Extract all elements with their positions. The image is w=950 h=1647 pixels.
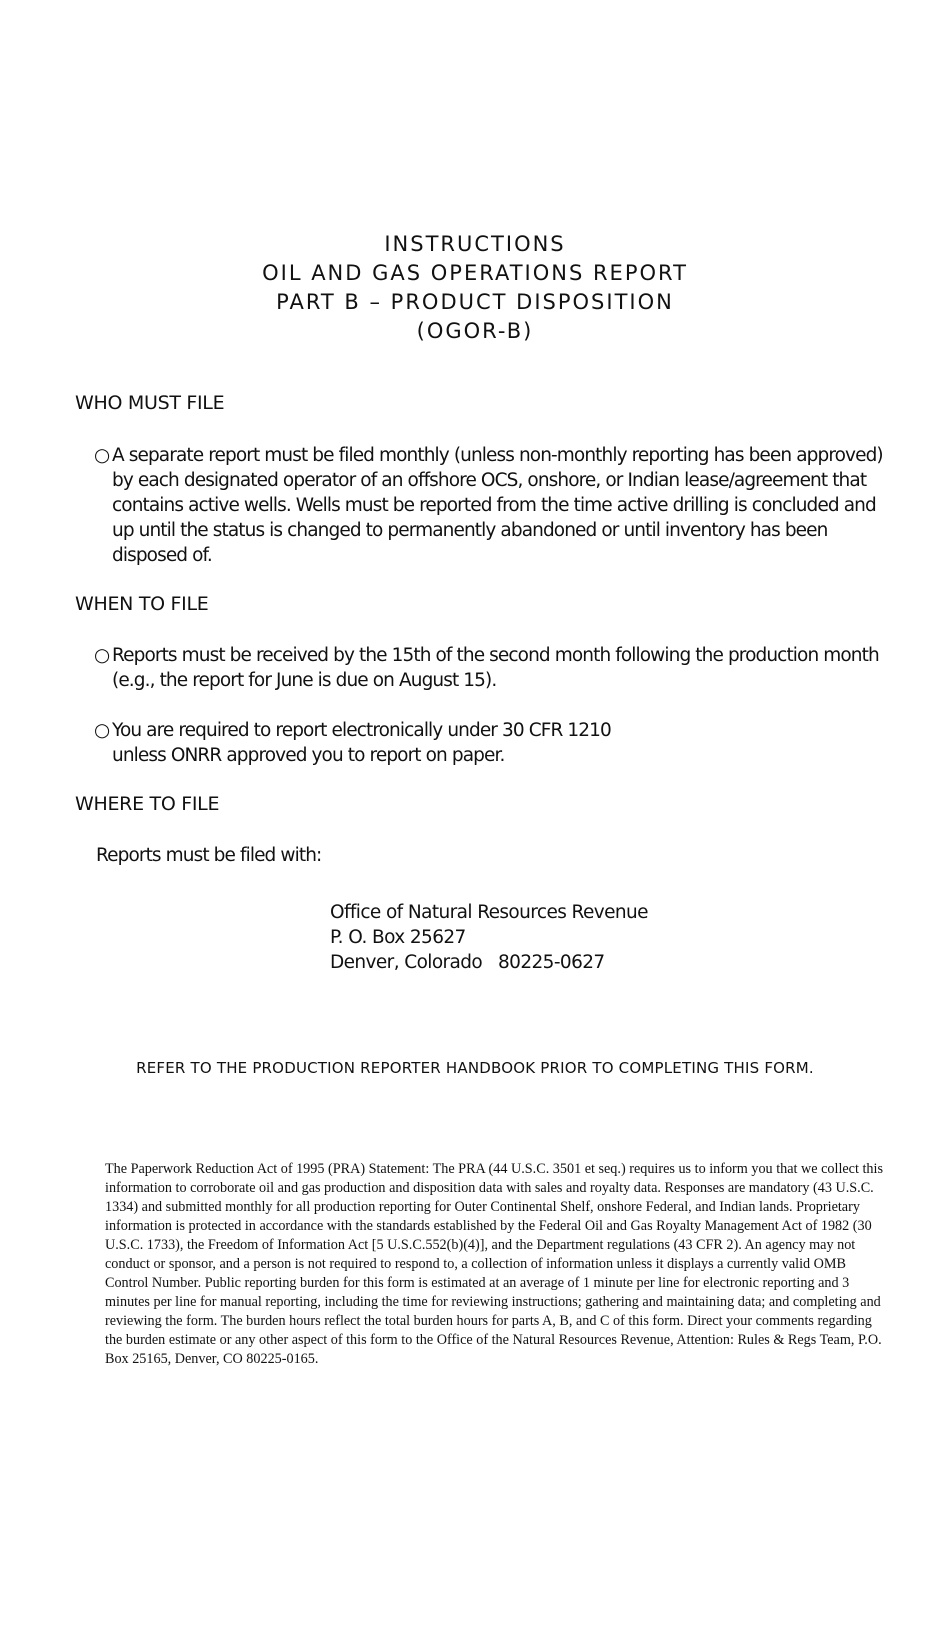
document-title [0, 230, 950, 346]
title-line-part: PART B – PRODUCT DISPOSITION [276, 290, 674, 314]
who-must-file-bullet [94, 443, 894, 568]
heading-where-to-file: WHERE TO FILE [75, 793, 220, 815]
title-line-form-code: (OGOR-B) [416, 319, 534, 343]
heading-when-to-file: WHEN TO FILE [75, 593, 209, 615]
when-to-file-text-1: Reports must be received by the 15th of the second month following the production month (e.g., the report for June is due on August 15). [112, 645, 879, 691]
bullet-circle-icon: ○ [94, 720, 110, 741]
pra-statement: The Paperwork Reduction Act of 1995 (PRA) Statement: The PRA (44 U.S.C. 3501 et seq.) requires us to inform you that we collect this information to corroborate oil and gas production and disposition data with sales and royalty data. Responses are mandatory (43 U.S.C. 1334) and submitted monthly for all production reporting for Outer Continental Shelf, onshore Federal, and Indian lands. Proprietary information is protected in accordance with the standards established by the Federal Oil and Gas Royalty Management Act of 1982 (30 U.S.C. 1733), the Freedom of Information Act [5 U.S.C.552(b)(4)], and the Department regulations (43 CFR 2). An agency may not conduct or sponsor, and a person is not required to respond to, a collection of information unless it displays a currently valid OMB Control Number. Public reporting burden for this form is estimated at an average of 1 minute per line for electronic reporting and 3 minutes per line for manual reporting, including the time for reviewing instructions; gathering and maintaining data; and completing and reviewing the form. The burden hours reflect the total burden hours for parts A, B, and C of this form. Direct your comments regarding the burden estimate or any other aspect of this form to the Office of the Natural Resources Revenue, Attention: Rules & Regs Team, P.O. Box 25165, Denver, CO 80225-0165. [105, 1161, 883, 1367]
bullet-circle-icon: ○ [94, 445, 110, 466]
when-to-file-text-2: You are required to report electronically under 30 CFR 1210 unless ONRR approved you to report on paper. [112, 720, 611, 766]
address-line-city: Denver, Colorado 80225-0627 [330, 952, 605, 973]
refer-handbook-notice: REFER TO THE PRODUCTION REPORTER HANDBOOK PRIOR TO COMPLETING THIS FORM. [136, 1059, 814, 1077]
heading-who-must-file: WHO MUST FILE [75, 392, 225, 414]
who-must-file-text: A separate report must be filed monthly (unless non-monthly reporting has been approved) by each designated operator of an offshore OCS, onshore, or Indian lease/agreement that contains active wells. Wells must be reported from the time active drilling is concluded and up until the status is changed to permanently abandoned or until inventory has been disposed of. [112, 445, 883, 566]
when-to-file-bullet-1 [94, 643, 894, 693]
title-line-report-name: OIL AND GAS OPERATIONS REPORT [262, 261, 688, 285]
address-line-po-box: P. O. Box 25627 [330, 927, 466, 948]
address-line-office: Office of Natural Resources Revenue [330, 902, 648, 923]
where-to-file-intro: Reports must be filed with: [96, 845, 322, 866]
title-line-instructions: INSTRUCTIONS [384, 232, 566, 256]
when-to-file-bullet-2 [94, 718, 654, 768]
bullet-circle-icon: ○ [94, 645, 110, 666]
mailing-address [330, 900, 648, 975]
